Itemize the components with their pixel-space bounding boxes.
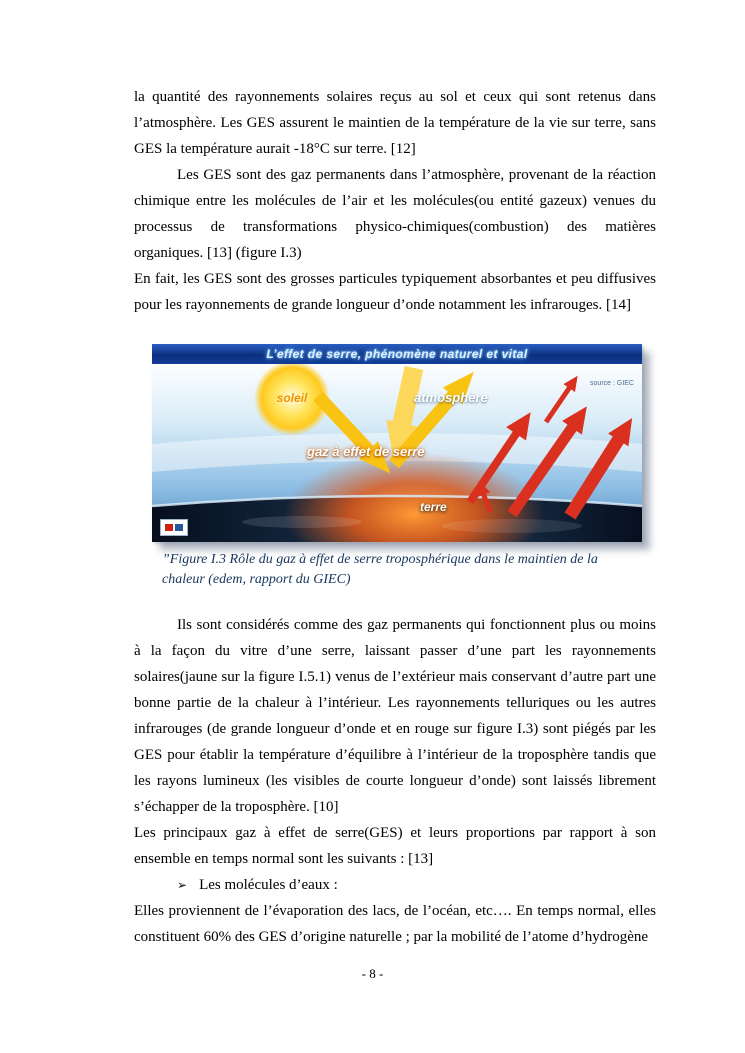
paragraph: la quantité des rayonnements solaires reçus au sol et ceux qui sont retenus dans l’atmosphère. Les GES assurent le maintien de la température de la vie sur terre, sans GES la température aurait -18°C sur terre. [12] <box>134 89 656 157</box>
page-content <box>134 84 656 950</box>
logo-mark-blue <box>175 524 183 531</box>
earth-label: terre <box>420 500 447 514</box>
paragraph: Ils sont considérés comme des gaz permanents qui fonctionnent plus ou moins à la façon du vitre d’une serre, laissant passer d’une part les rayonnements solaires(jaune sur la figure I.5.1) venus de l’extérieur mais conservant d’autre part une bonne partie de la chaleur à l’intérieur. Les rayonnements telluriques ou les autres infrarouges (de grande longueur d’onde et en rouge sur figure I.3) sont piégés par les GES pour établir la température d’équilibre à l’intérieur de la troposphère tandis que les rayons lumineux (les visibles de courte longueur d’onde) sont laissés librement s’échapper de la troposphère. [10] <box>134 617 656 815</box>
source-credit: source : GIEC <box>590 380 634 387</box>
figure-logo <box>160 519 188 536</box>
list-item-label: Les molécules d’eaux : <box>199 877 338 893</box>
arrow-bullet-icon: ➢ <box>177 878 188 892</box>
paragraph: En fait, les GES sont des grosses particules typiquement absorbantes et peu diffusives pour les rayonnements de grande longueur d’onde notamment les infrarouges. [14] <box>134 271 656 313</box>
greenhouse-gases-label: gaz à effet de serre <box>307 444 425 459</box>
list-item <box>134 872 656 898</box>
figure-caption: ”Figure I.3 Rôle du gaz à effet de serre troposphérique dans le maintien de la chaleur (edem, rapport du GIEC) <box>162 552 598 587</box>
figure-image-title: L’effet de serre, phénomène naturel et vital <box>152 344 642 364</box>
logo-mark-red <box>165 524 173 531</box>
sun-label: soleil <box>276 391 308 405</box>
greenhouse-diagram <box>152 364 642 542</box>
page-number: - 8 - <box>361 966 384 981</box>
paragraph: Elles proviennent de l’évaporation des lacs, de l’océan, etc…. En temps normal, elles constituent 60% des GES d’origine naturelle ; par la mobilité de l’atome d’hydrogène <box>134 903 656 945</box>
figure-I3 <box>152 344 644 590</box>
figure-image <box>152 344 642 542</box>
paragraph: Les GES sont des gaz permanents dans l’atmosphère, provenant de la réaction chimique entre les molécules de l’air et les molécules(ou entité gazeux) venues du processus de transformations physico-chimiques(combustion) des matières organiques. [13] (figure I.3) <box>134 167 656 261</box>
atmosphere-label: atmosphère <box>414 390 488 405</box>
paragraph: Les principaux gaz à effet de serre(GES) et leurs proportions par rapport à son ensemble en temps normal sont les suivants : [13] <box>134 825 656 867</box>
